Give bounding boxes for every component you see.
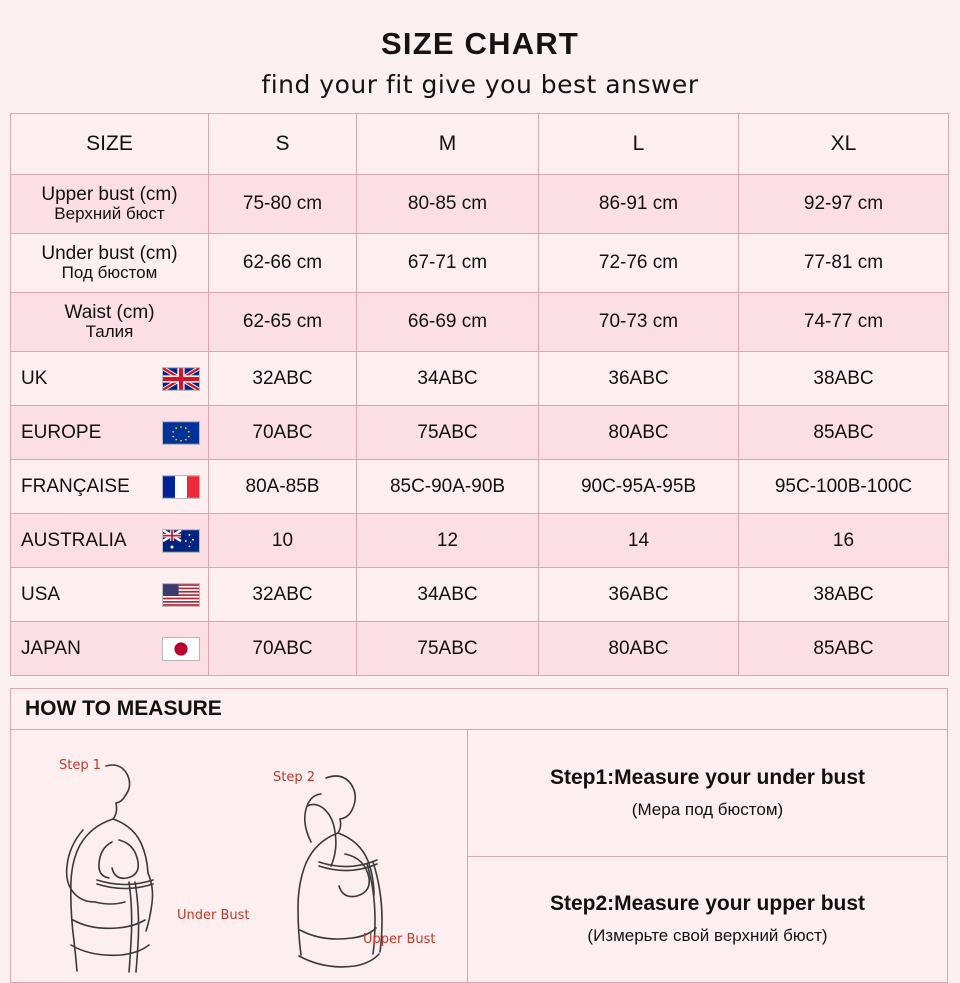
table-row [11, 352, 949, 406]
table-row [11, 406, 949, 460]
table-row [11, 234, 949, 293]
table-header-row [11, 114, 949, 175]
column-header-s: S [209, 114, 357, 175]
row-label-text: Upper bust (cm) [41, 184, 178, 206]
step-1-subtitle: (Мера под бюстом) [631, 799, 784, 819]
cell-francaise-m: 85C-90A-90B [357, 460, 539, 514]
row-label-text-ru: Под бюстом [61, 263, 158, 283]
row-label-text: UK [21, 367, 48, 389]
how-to-measure-section [10, 688, 948, 983]
cell-australia-s: 10 [209, 514, 357, 568]
cell-uk-xl: 38ABC [739, 352, 949, 406]
cell-australia-m: 12 [357, 514, 539, 568]
cell-uk-l: 36ABC [539, 352, 739, 406]
cell-usa-xl: 38ABC [739, 568, 949, 622]
row-label-text: Waist (cm) [64, 302, 155, 324]
figure-upper-bust-label: Upper Bust [363, 932, 436, 947]
cell-upper-bust-s: 75-80 cm [209, 175, 357, 234]
row-label-text: USA [21, 583, 61, 605]
column-header-xl: XL [739, 114, 949, 175]
row-label-text: AUSTRALIA [21, 529, 127, 551]
row-label-text: EUROPE [21, 421, 102, 443]
cell-uk-s: 32ABC [209, 352, 357, 406]
size-chart-table [10, 113, 949, 676]
table-row [11, 460, 949, 514]
cell-europe-l: 80ABC [539, 406, 739, 460]
row-label-text: FRANÇAISE [21, 475, 130, 497]
cell-under-bust-m: 67-71 cm [357, 234, 539, 293]
cell-under-bust-xl: 77-81 cm [739, 234, 949, 293]
row-label-europe [11, 406, 209, 460]
france-flag-icon [162, 475, 200, 499]
how-to-measure-body [11, 730, 947, 982]
table-row [11, 568, 949, 622]
cell-japan-xl: 85ABC [739, 622, 949, 676]
cell-usa-s: 32ABC [209, 568, 357, 622]
row-label-japan [11, 622, 209, 676]
table-row [11, 293, 949, 352]
cell-australia-xl: 16 [739, 514, 949, 568]
row-label-under-bust [11, 234, 209, 293]
row-label-text-ru: Верхний бюст [54, 204, 165, 224]
page-subtitle: find your fit give you best answer [261, 70, 699, 99]
page-title: SIZE CHART [381, 26, 579, 61]
cell-europe-s: 70ABC [209, 406, 357, 460]
cell-japan-m: 75ABC [357, 622, 539, 676]
japan-flag-icon [162, 637, 200, 661]
row-label-francaise [11, 460, 209, 514]
row-label-text: JAPAN [21, 637, 81, 659]
cell-waist-m: 66-69 cm [357, 293, 539, 352]
eu-flag-icon [162, 421, 200, 445]
how-to-measure-title: HOW TO MEASURE [11, 689, 947, 730]
table-row [11, 175, 949, 234]
row-label-waist [11, 293, 209, 352]
row-label-usa [11, 568, 209, 622]
figure-step1-label: Step 1 [59, 758, 102, 773]
column-header-l: L [539, 114, 739, 175]
cell-waist-xl: 74-77 cm [739, 293, 949, 352]
page-header [10, 8, 950, 113]
australia-flag-icon [162, 529, 200, 553]
row-label-text: Under bust (cm) [41, 243, 178, 265]
column-header-size: SIZE [11, 114, 209, 175]
cell-francaise-s: 80A-85B [209, 460, 357, 514]
cell-uk-m: 34ABC [357, 352, 539, 406]
measurement-steps [468, 730, 947, 982]
usa-flag-icon [162, 583, 200, 607]
step-2-subtitle: (Измерьте свой верхний бюст) [587, 926, 828, 946]
figure-step2-label: Step 2 [273, 770, 316, 785]
cell-australia-l: 14 [539, 514, 739, 568]
row-label-upper-bust [11, 175, 209, 234]
cell-europe-m: 75ABC [357, 406, 539, 460]
figure-under-bust-label: Under Bust [177, 908, 250, 923]
cell-japan-s: 70ABC [209, 622, 357, 676]
step-2-title: Step2:Measure your upper bust [549, 892, 866, 916]
cell-japan-l: 80ABC [539, 622, 739, 676]
cell-under-bust-l: 72-76 cm [539, 234, 739, 293]
cell-europe-xl: 85ABC [739, 406, 949, 460]
row-label-uk [11, 352, 209, 406]
row-label-australia [11, 514, 209, 568]
measurement-illustration [11, 730, 468, 982]
step-1-title: Step1:Measure your under bust [549, 765, 866, 789]
uk-flag-icon [162, 367, 200, 391]
cell-francaise-l: 90C-95A-95B [539, 460, 739, 514]
cell-under-bust-s: 62-66 cm [209, 234, 357, 293]
cell-usa-m: 34ABC [357, 568, 539, 622]
step-2 [468, 856, 947, 983]
cell-francaise-xl: 95C-100B-100C [739, 460, 949, 514]
row-label-text-ru: Талия [85, 322, 134, 342]
cell-upper-bust-xl: 92-97 cm [739, 175, 949, 234]
cell-upper-bust-m: 80-85 cm [357, 175, 539, 234]
table-row [11, 622, 949, 676]
cell-usa-l: 36ABC [539, 568, 739, 622]
table-row [11, 514, 949, 568]
cell-waist-s: 62-65 cm [209, 293, 357, 352]
cell-waist-l: 70-73 cm [539, 293, 739, 352]
cell-upper-bust-l: 86-91 cm [539, 175, 739, 234]
step-1 [468, 730, 947, 856]
column-header-m: M [357, 114, 539, 175]
